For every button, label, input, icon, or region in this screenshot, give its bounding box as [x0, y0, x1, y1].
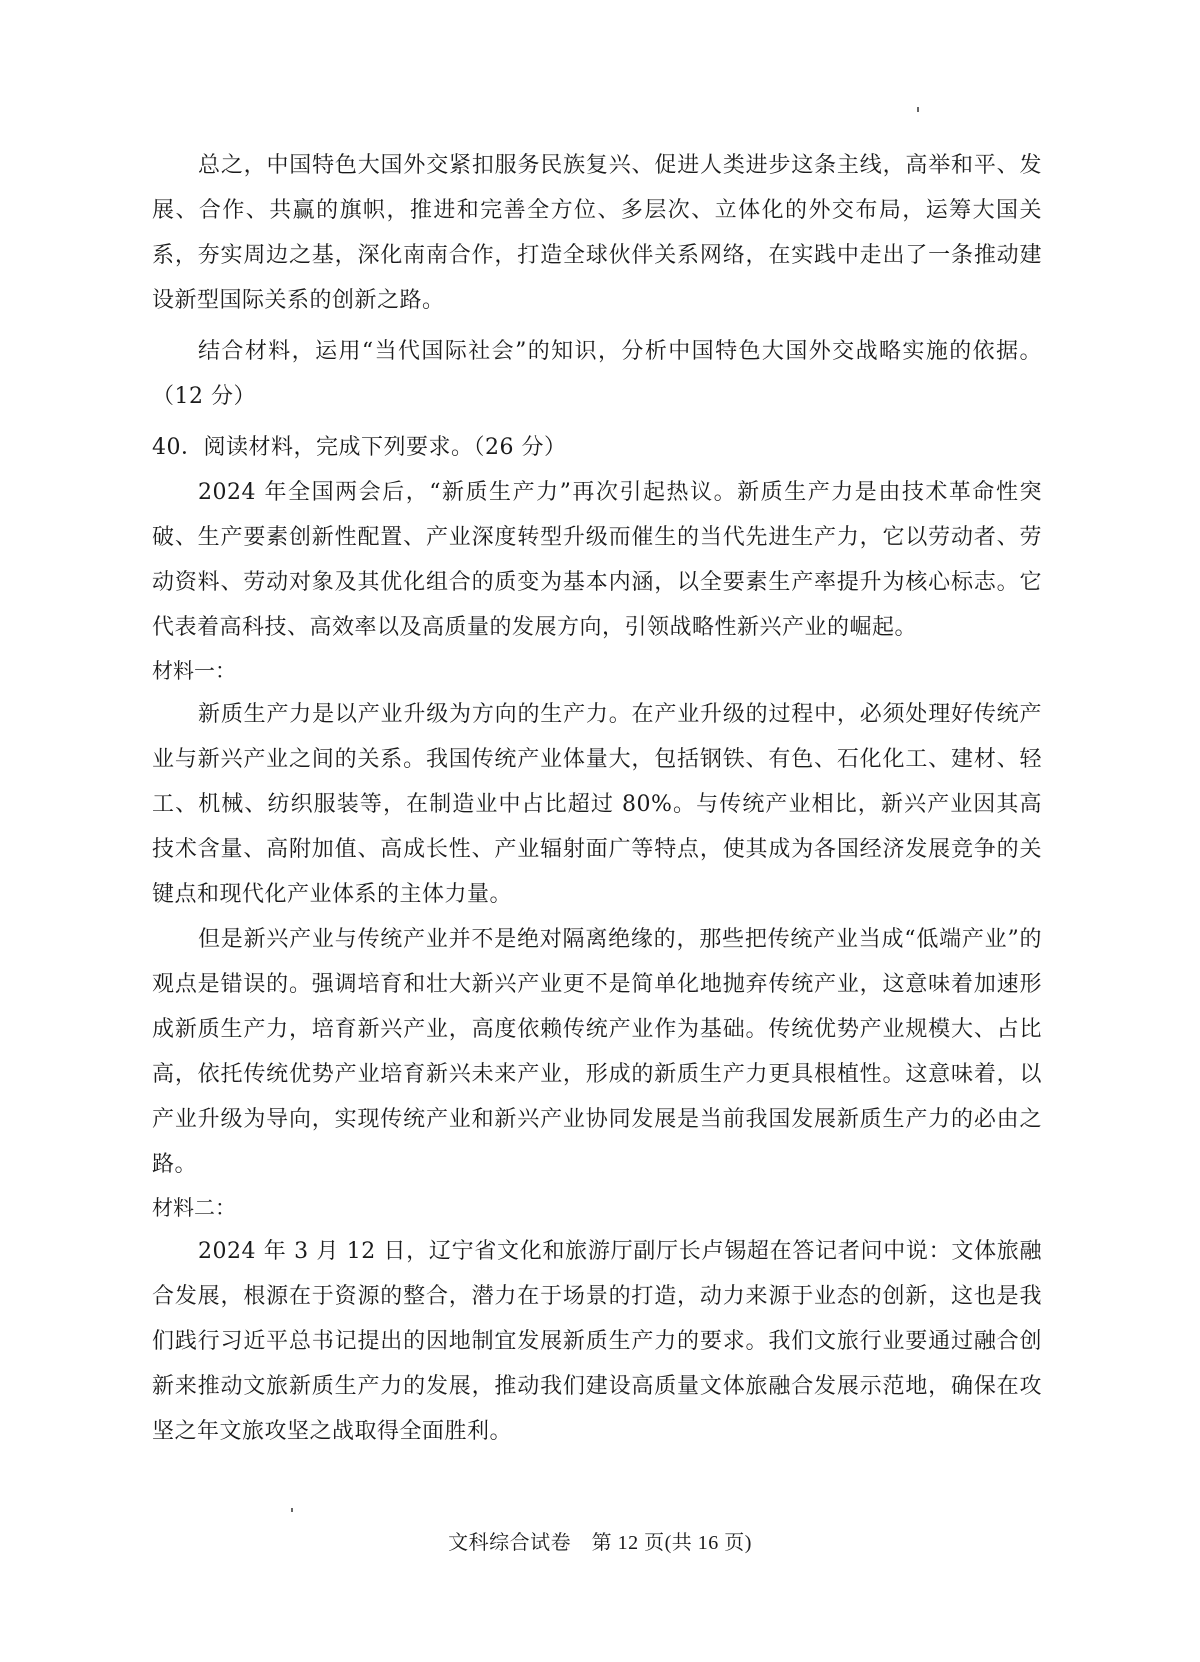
scan-speck — [291, 1508, 293, 1512]
paragraph-diplomacy-summary: 总之，中国特色大国外交紧扣服务民族复兴、促进人类进步这条主线，高举和平、发展、合作、共赢的旗帜，推进和完善全方位、多层次、立体化的外交布局，运筹大国关系，夯实周边之基，深化南南合作，打造全球伙伴关系网络，在实践中走出了一条推动建设新型国际关系的创新之路。 — [152, 153, 1042, 313]
paragraph-material-1-a: 新质生产力是以产业升级为方向的生产力。在产业升级的过程中，必须处理好传统产业与新兴产业之间的关系。我国传统产业体量大，包括钢铁、有色、石化化工、建材、轻工、机械、纺织服装等，在制造业中占比超过 80%。与传统产业相比，新兴产业因其高技术含量、高附加值、高成长性、产业辐射面广等特点，使其成为各国经济发展竞争的关键点和现代化产业体系的主体力量。 — [152, 702, 1042, 907]
paragraph-material-1-b: 但是新兴产业与传统产业并不是绝对隔离绝缘的，那些把传统产业当成“低端产业”的观点是错误的。强调培育和壮大新兴产业更不是简单化地抛弃传统产业，这意味着加速形成新质生产力，培育新兴产业，高度依赖传统产业作为基础。传统优势产业规模大、占比高，依托传统优势产业培育新兴未来产业，形成的新质生产力更具根植性。这意味着，以产业升级为导向，实现传统产业和新兴产业协同发展是当前我国发展新质生产力的必由之路。 — [152, 927, 1042, 1177]
page-footer: 文科综合试卷 第 12 页(共 16 页) — [448, 1532, 752, 1554]
material-1-heading: 材料一： — [152, 659, 236, 683]
question-39-prompt: 结合材料，运用“当代国际社会”的知识，分析中国特色大国外交战略实施的依据。（12 分） — [152, 339, 1042, 409]
material-2-heading: 材料二： — [152, 1196, 236, 1220]
page-content — [152, 143, 1042, 1454]
paragraph-new-productivity-intro: 2024 年全国两会后，“新质生产力”再次引起热议。新质生产力是由技术革命性突破、生产要素创新性配置、产业深度转型升级而催生的当代先进生产力，它以劳动者、劳动资料、劳动对象及其优化组合的质变为基本内涵，以全要素生产率提升为核心标志。它代表着高科技、高效率以及高质量的发展方向，引领战略性新兴产业的崛起。 — [152, 480, 1042, 640]
paragraph-material-2: 2024 年 3 月 12 日，辽宁省文化和旅游厅副厅长卢锡超在答记者问中说：文体旅融合发展，根源在于资源的整合，潜力在于场景的打造，动力来源于业态的创新，这也是我们践行习近平总书记提出的因地制宜发展新质生产力的要求。我们文旅行业要通过融合创新来推动文旅新质生产力的发展，推动我们建设高质量文体旅融合发展示范地，确保在攻坚之年文旅攻坚之战取得全面胜利。 — [152, 1239, 1042, 1444]
scan-speck — [917, 107, 919, 112]
question-40-title: 40．阅读材料，完成下列要求。（26 分） — [152, 435, 567, 460]
